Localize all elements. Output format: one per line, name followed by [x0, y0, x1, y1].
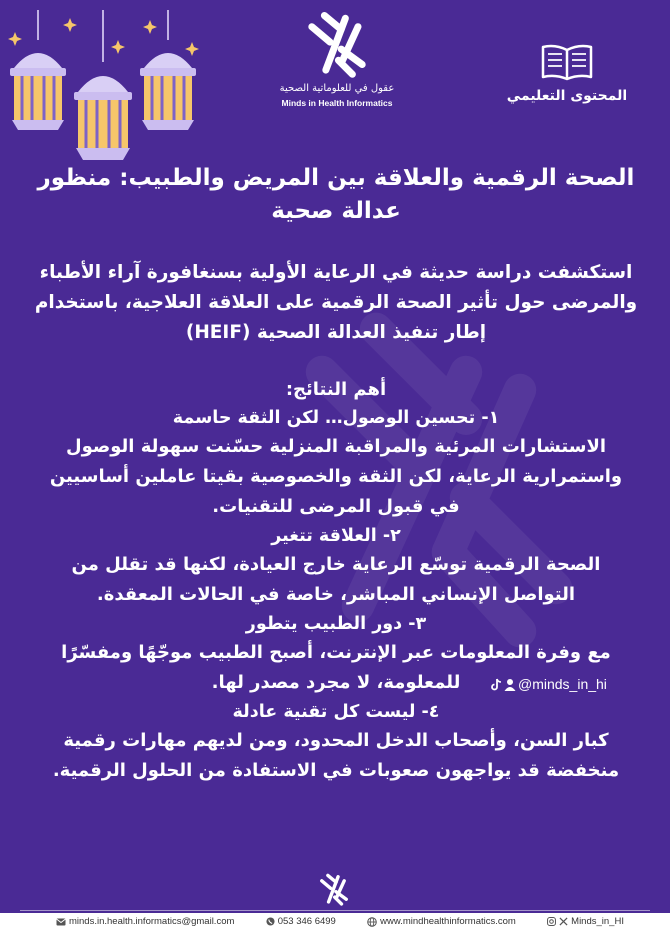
- finding-line: للمعلومة، لا مجرد مصدر لها.: [211, 672, 461, 693]
- footer-email[interactable]: [56, 916, 234, 927]
- social-handle[interactable]: [490, 676, 607, 692]
- footer-email-text: minds.in.health.informatics@gmail.com: [69, 916, 235, 927]
- finding-line: منخفضة قد يواجهون صعوبات في الاستفادة من الحلول الرقمية.: [52, 760, 620, 781]
- globe-icon: [367, 917, 377, 927]
- tiktok-icon: [490, 678, 502, 691]
- article-title: [18, 162, 654, 228]
- lantern-icon: [10, 10, 66, 130]
- finding-item: [18, 698, 654, 786]
- brand-logo: [262, 6, 412, 108]
- intro-line: والمرضى حول تأثير الصحة الرقمية على العلاقة العلاجية، باستخدام: [34, 292, 638, 313]
- title-line: الصحة الرقمية والعلاقة بين المريض والطبيب: منظور: [37, 165, 635, 191]
- results-heading: أهم النتائج:: [285, 379, 387, 400]
- footer-contact-bar: [0, 913, 670, 930]
- footer-social[interactable]: [547, 916, 624, 927]
- lantern-icon: [74, 10, 132, 160]
- x-icon: [559, 917, 568, 926]
- finding-title: ٢- العلاقة تتغير: [271, 526, 401, 546]
- educational-content-badge: [502, 42, 632, 104]
- finding-title: ١- تحسين الوصول… لكن الثقة حاسمة: [172, 408, 500, 428]
- article-intro: [18, 258, 654, 348]
- finding-line: كبار السن، وأصحاب الدخل المحدود، ومن لديهم مهارات رقمية: [63, 730, 609, 751]
- finding-title: ٤- ليست كل تقنية عادلة: [232, 702, 440, 722]
- finding-line: مع وفرة المعلومات عبر الإنترنت، أصبح الطبيب موجّهًا ومفسّرًا: [61, 642, 611, 663]
- intro-line: استكشفت دراسة حديثة في الرعاية الأولية بسنغافورة آراء الأطباء: [39, 262, 633, 283]
- book-icon: [540, 42, 594, 82]
- footer-logo-mark: [316, 872, 352, 906]
- brand-name-english: Minds in Health Informatics: [281, 98, 393, 108]
- footer-divider: [20, 910, 650, 911]
- social-handle-text: @minds_in_hi: [518, 676, 607, 692]
- title-line: عدالة صحية: [271, 198, 401, 224]
- brand-logo-mark: [302, 6, 372, 81]
- footer-website[interactable]: [367, 916, 516, 927]
- footer-website-text: www.mindhealthinformatics.com: [380, 916, 516, 927]
- article-content: [18, 162, 654, 786]
- finding-title: ٣- دور الطبيب يتطور: [245, 614, 427, 634]
- user-icon: [504, 678, 516, 691]
- finding-item: [18, 404, 654, 522]
- footer-phone[interactable]: [266, 916, 336, 927]
- footer-x-handle-text: Minds_in_HI: [571, 916, 624, 927]
- intro-line: إطار تنفيذ العدالة الصحية (HEIF): [185, 322, 487, 343]
- finding-line: واستمرارية الرعاية، لكن الثقة والخصوصية بقيتا عاملين أساسيين: [49, 466, 623, 487]
- finding-item: [18, 522, 654, 610]
- brand-name-arabic: عقول في للعلوماتية الصحية: [279, 83, 395, 94]
- finding-line: الصحة الرقمية توسّع الرعاية خارج العيادة، لكنها قد تقلل من: [71, 554, 601, 575]
- mail-icon: [56, 918, 66, 926]
- finding-line: الاستشارات المرئية والمراقبة المنزلية حسّنت سهولة الوصول: [65, 436, 607, 457]
- phone-icon: [266, 917, 275, 926]
- lantern-decoration: [0, 10, 210, 175]
- finding-line: في قبول المرضى للتقنيات.: [212, 496, 460, 517]
- finding-line: التواصل الإنساني المباشر، خاصة في الحالات المعقدة.: [96, 584, 576, 605]
- footer-phone-text: 053 346 6499: [277, 916, 336, 927]
- educational-content-label: المحتوى التعليمي: [506, 88, 628, 104]
- instagram-icon: [547, 917, 556, 926]
